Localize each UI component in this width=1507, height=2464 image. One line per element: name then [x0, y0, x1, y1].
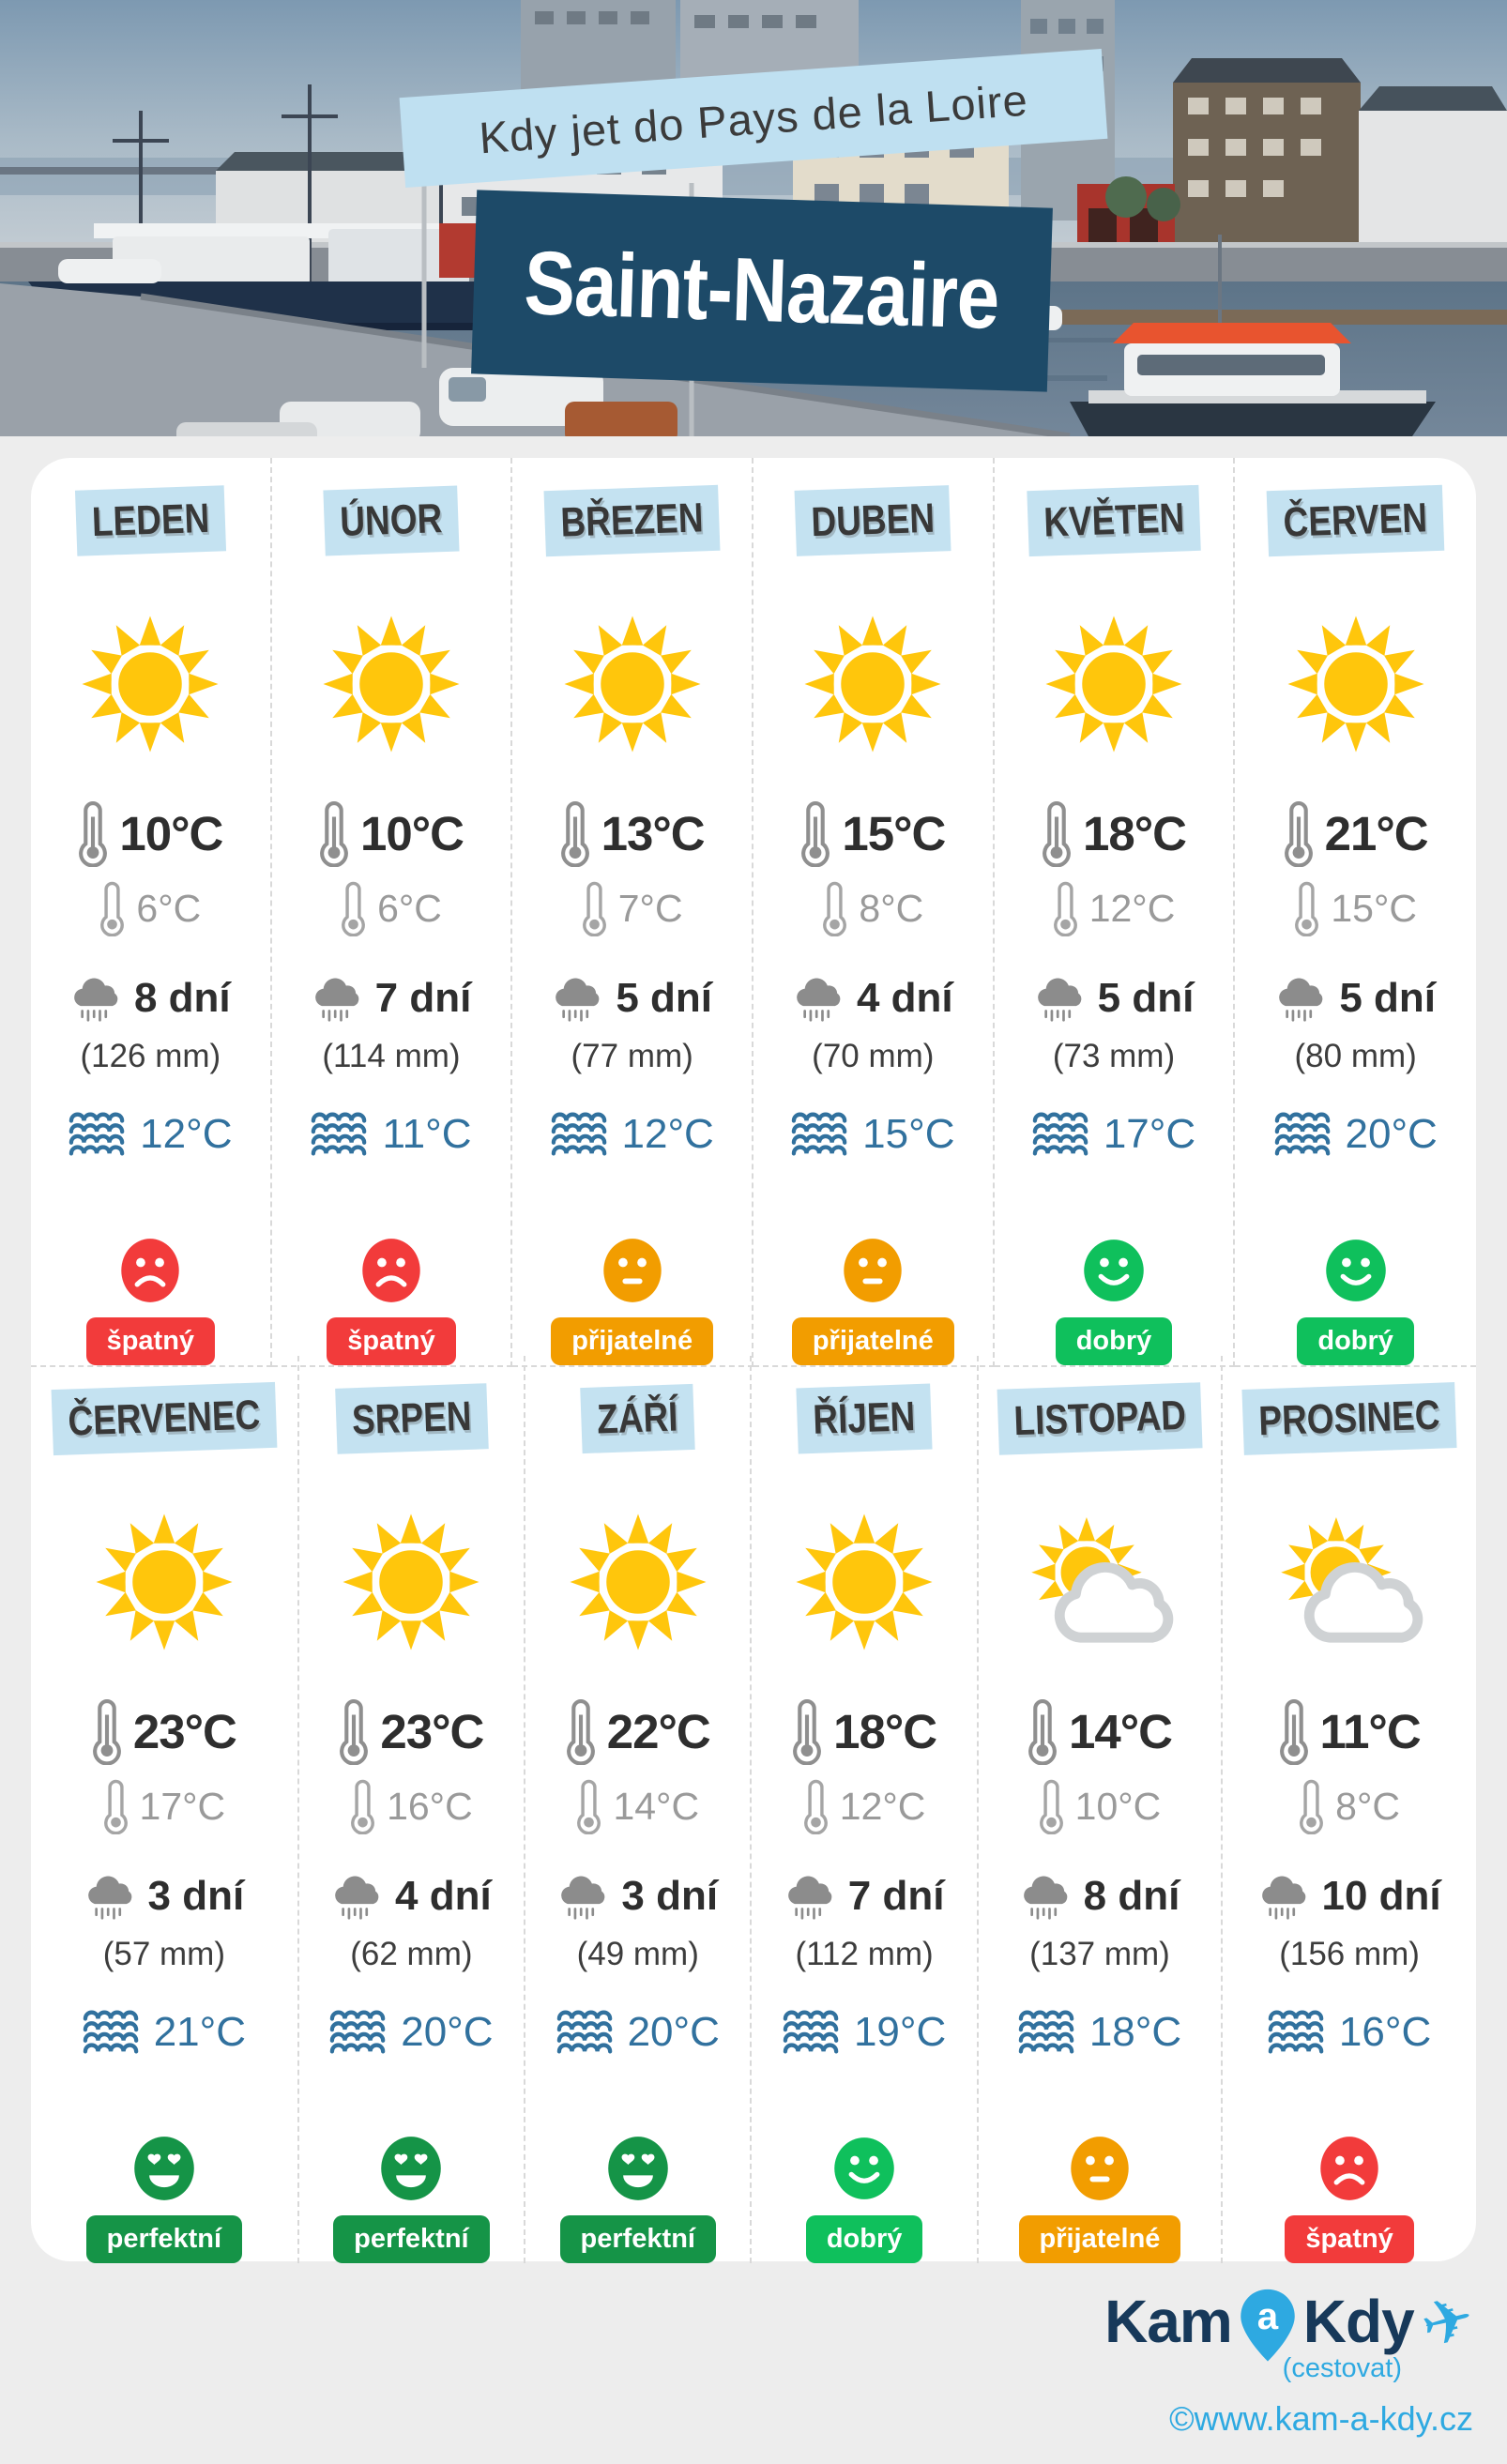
low-temp-value: 6°C [136, 886, 202, 930]
logo-word-kdy: Kdy [1302, 2288, 1414, 2355]
mood-face-icon [601, 1237, 664, 1304]
sun-behind-cloud-icon [1012, 1515, 1188, 1650]
sun-icon [562, 614, 703, 754]
month-cell [525, 1356, 752, 2263]
rain-days-row [1275, 974, 1436, 1023]
rain-days-row [784, 1872, 945, 1921]
sea-temp-value: 18°C [1088, 2009, 1182, 2055]
rating-badge: perfektní [560, 2215, 716, 2263]
rain-mm-row [1295, 1038, 1417, 1075]
rain-mm-value: (112 mm) [795, 1936, 934, 1972]
sea-temp-value: 12°C [140, 1111, 233, 1157]
high-temp-row [319, 799, 464, 867]
rating-badge: perfektní [333, 2215, 489, 2263]
month-name: KVĚTEN [1027, 485, 1201, 556]
sea-temp-value: 20°C [627, 2009, 720, 2055]
footer [1104, 2278, 1482, 2439]
thermometer-high-icon [566, 1697, 596, 1765]
thermometer-low-icon [103, 1778, 129, 1834]
thermometer-low-icon [341, 880, 366, 936]
thermometer-high-icon [792, 1697, 822, 1765]
rain-mm-value: (80 mm) [1294, 1038, 1417, 1074]
rain-mm-row [1053, 1038, 1175, 1075]
sea-temp-value: 21°C [153, 2009, 246, 2055]
high-temp-value: 14°C [1069, 1704, 1172, 1758]
weather-icon [321, 595, 462, 773]
rain-mm-row [322, 1038, 460, 1075]
thermometer-low-icon [350, 1778, 375, 1834]
plane-icon: ✈ [1413, 2280, 1482, 2362]
thermometer-high-icon [560, 799, 590, 867]
rating-badge: přijatelné [1019, 2215, 1181, 2263]
rain-mm-row [796, 1936, 934, 1973]
sea-temp-value: 20°C [1345, 1111, 1438, 1157]
mood-face-icon [1082, 1237, 1146, 1304]
rain-cloud-icon [331, 1872, 382, 1921]
weather-icon [1286, 595, 1426, 773]
thermometer-low-icon [1299, 1778, 1324, 1834]
high-temp-value: 22°C [606, 1704, 710, 1758]
low-temp-row [103, 1778, 226, 1834]
sea-temp-row [83, 2009, 246, 2056]
high-temp-value: 23°C [132, 1704, 236, 1758]
rain-days-row [1258, 1872, 1441, 1921]
weather-icon [562, 595, 703, 773]
high-temp-row [339, 1697, 483, 1765]
month-name: PROSINEC [1242, 1382, 1457, 1455]
grid-row-jan-jun [31, 458, 1476, 1356]
sea-temp-row [1018, 2009, 1181, 2056]
sea-temp-row [556, 2009, 720, 2056]
thermometer-high-icon [339, 1697, 369, 1765]
thermometer-low-icon [99, 880, 125, 936]
sun-icon [341, 1512, 481, 1652]
rain-mm-value: (114 mm) [322, 1038, 461, 1074]
thermometer-high-icon [1279, 1697, 1309, 1765]
rain-mm-value: (77 mm) [571, 1038, 693, 1074]
thermometer-low-icon [576, 1778, 601, 1834]
rain-days-row [70, 974, 231, 1023]
low-temp-value: 7°C [617, 886, 683, 930]
rain-days-row [557, 1872, 718, 1921]
mood-face-icon [832, 2135, 896, 2202]
rain-cloud-icon [793, 974, 844, 1023]
rain-mm-value: (73 mm) [1052, 1038, 1176, 1074]
thermometer-high-icon [319, 799, 349, 867]
high-temp-row [78, 799, 222, 867]
sea-temp-row [783, 2009, 946, 2056]
rating-badge: přijatelné [551, 1317, 713, 1365]
weather-icon [1043, 595, 1184, 773]
rain-days-row [331, 1872, 492, 1921]
sun-icon [802, 614, 943, 754]
rain-cloud-icon [84, 1872, 135, 1921]
weather-icon [794, 1493, 935, 1671]
sea-temp-value: 12°C [621, 1111, 714, 1157]
low-temp-value: 14°C [613, 1784, 700, 1828]
header-subtitle: Kdy jet do Pays de la Loire [477, 74, 1030, 162]
logo-word-kam: Kam [1104, 2288, 1232, 2355]
thermometer-low-icon [1039, 1778, 1064, 1834]
high-temp-row [1028, 1697, 1172, 1765]
sea-temp-row [1274, 1111, 1438, 1158]
sun-icon [1286, 614, 1426, 754]
thermometer-low-icon [822, 880, 847, 936]
sea-temp-row [1032, 1111, 1195, 1158]
waves-icon [783, 2009, 841, 2056]
rating-badge: špatný [1285, 2215, 1413, 2263]
rain-days-value: 7 dní [374, 975, 472, 1021]
weather-icon [802, 595, 943, 773]
mood-face-icon [1324, 1237, 1388, 1304]
month-name: ŘÍJEN [797, 1384, 933, 1454]
rating-badge: přijatelné [792, 1317, 954, 1365]
rain-mm-row [812, 1038, 934, 1075]
sea-temp-value: 16°C [1338, 2009, 1432, 2055]
rain-days-value: 4 dní [856, 975, 953, 1021]
high-temp-value: 23°C [380, 1704, 484, 1758]
month-cell [995, 458, 1236, 1367]
waves-icon [1274, 1111, 1332, 1158]
sun-icon [1043, 614, 1184, 754]
waves-icon [311, 1111, 369, 1158]
rain-days-value: 3 dní [621, 1873, 719, 1919]
sun-icon [321, 614, 462, 754]
waves-icon [68, 1111, 127, 1158]
svg-text:a: a [1256, 2295, 1278, 2338]
month-cell [31, 1356, 299, 2263]
harbor-photo [0, 0, 1507, 436]
thermometer-high-icon [1284, 799, 1314, 867]
rain-mm-row [80, 1038, 221, 1075]
rain-mm-value: (49 mm) [576, 1936, 699, 1972]
low-temp-row [822, 880, 923, 936]
rain-cloud-icon [1020, 1872, 1071, 1921]
low-temp-row [341, 880, 442, 936]
month-name: LISTOPAD [997, 1382, 1202, 1455]
rain-cloud-icon [70, 974, 121, 1023]
rain-days-row [1020, 1872, 1180, 1921]
sea-temp-value: 11°C [382, 1111, 472, 1157]
low-temp-row [803, 1778, 926, 1834]
weather-icon [94, 1493, 235, 1671]
high-temp-value: 11°C [1319, 1704, 1421, 1758]
rating-badge: špatný [327, 1317, 455, 1365]
rating-badge: dobrý [1297, 1317, 1414, 1365]
sea-temp-value: 15°C [862, 1111, 955, 1157]
rain-mm-row [350, 1936, 472, 1973]
sea-temp-row [311, 1111, 471, 1158]
weather-icon [1261, 1493, 1438, 1671]
month-cell [1235, 458, 1476, 1367]
sea-temp-row [791, 1111, 954, 1158]
high-temp-value: 18°C [1083, 806, 1186, 860]
thermometer-high-icon [1042, 799, 1072, 867]
low-temp-row [1299, 1778, 1400, 1834]
month-cell [31, 458, 272, 1367]
month-cell [754, 458, 995, 1367]
high-temp-value: 13°C [601, 806, 705, 860]
high-temp-row [92, 1697, 236, 1765]
sun-icon [568, 1512, 708, 1652]
rating-badge: dobrý [806, 2215, 923, 2263]
rating-badge: špatný [86, 1317, 215, 1365]
high-temp-value: 18°C [833, 1704, 937, 1758]
low-temp-value: 10°C [1074, 1784, 1162, 1828]
rain-days-value: 7 dní [847, 1873, 945, 1919]
rain-mm-value: (137 mm) [1029, 1936, 1170, 1972]
rain-days-value: 3 dní [147, 1873, 245, 1919]
logo-tagline: (cestovat) [1282, 2353, 1402, 2383]
rain-mm-value: (156 mm) [1279, 1936, 1420, 1972]
weather-icon [568, 1493, 708, 1671]
low-temp-row [1053, 880, 1176, 936]
rain-cloud-icon [1034, 974, 1085, 1023]
sun-behind-cloud-icon [1261, 1515, 1438, 1650]
mood-face-icon [841, 1237, 905, 1304]
low-temp-value: 6°C [377, 886, 442, 930]
month-cell [752, 1356, 978, 2263]
mood-face-icon [606, 2135, 670, 2202]
mood-face-icon [132, 2135, 196, 2202]
month-name: BŘEZEN [544, 485, 721, 556]
rating-badge: dobrý [1056, 1317, 1173, 1365]
rain-mm-value: (70 mm) [812, 1038, 935, 1074]
sea-temp-row [329, 2009, 493, 2056]
waves-icon [1018, 2009, 1076, 2056]
low-temp-row [99, 880, 201, 936]
months-panel [31, 458, 1476, 2261]
month-name: ČERVEN [1267, 485, 1444, 556]
waves-icon [329, 2009, 388, 2056]
low-temp-value: 12°C [839, 1784, 926, 1828]
mood-face-icon [1317, 2135, 1381, 2202]
waves-icon [1032, 1111, 1090, 1158]
header-title-banner [471, 190, 1053, 391]
month-name: ZÁŘÍ [581, 1384, 695, 1453]
sea-temp-value: 19°C [853, 2009, 947, 2055]
thermometer-low-icon [582, 880, 607, 936]
rain-days-row [84, 1872, 245, 1921]
high-temp-row [1284, 799, 1428, 867]
thermometer-high-icon [800, 799, 830, 867]
rain-mm-value: (57 mm) [102, 1936, 225, 1972]
mood-face-icon [359, 1237, 423, 1304]
grid-row-jul-dec [31, 1356, 1476, 2261]
thermometer-high-icon [92, 1697, 122, 1765]
rain-cloud-icon [784, 1872, 835, 1921]
rain-mm-row [1279, 1936, 1420, 1973]
low-temp-row [576, 1778, 699, 1834]
low-temp-value: 17°C [139, 1784, 226, 1828]
rain-mm-row [1029, 1936, 1170, 1973]
low-temp-row [1294, 880, 1417, 936]
page-title: Saint-Nazaire [523, 233, 1001, 348]
weather-icon [341, 1493, 481, 1671]
sea-temp-value: 20°C [401, 2009, 494, 2055]
sea-temp-value: 17°C [1103, 1111, 1196, 1157]
map-pin-icon [1238, 2288, 1298, 2374]
rain-days-row [552, 974, 712, 1023]
month-name: ČERVENEC [52, 1382, 278, 1455]
mood-face-icon [1068, 2135, 1132, 2202]
low-temp-value: 12°C [1088, 886, 1176, 930]
rain-days-value: 5 dní [1339, 975, 1436, 1021]
low-temp-value: 16°C [387, 1784, 473, 1828]
rain-cloud-icon [1258, 1872, 1309, 1921]
waves-icon [551, 1111, 609, 1158]
rain-mm-value: (62 mm) [350, 1936, 473, 1972]
thermometer-low-icon [1294, 880, 1319, 936]
rain-cloud-icon [312, 974, 362, 1023]
sun-icon [794, 1512, 935, 1652]
rain-mm-row [103, 1936, 225, 1973]
low-temp-row [1039, 1778, 1162, 1834]
low-temp-row [582, 880, 683, 936]
weather-icon [80, 595, 221, 773]
rain-cloud-icon [557, 1872, 608, 1921]
waves-icon [556, 2009, 615, 2056]
high-temp-value: 15°C [842, 806, 946, 860]
month-name: DUBEN [795, 485, 951, 556]
rain-cloud-icon [552, 974, 602, 1023]
high-temp-value: 21°C [1324, 806, 1428, 860]
sun-icon [80, 614, 221, 754]
high-temp-value: 10°C [360, 806, 464, 860]
rain-days-value: 5 dní [616, 975, 712, 1021]
high-temp-row [566, 1697, 710, 1765]
rain-days-value: 10 dní [1321, 1873, 1441, 1919]
rain-days-value: 8 dní [133, 975, 231, 1021]
site-url: ©www.kam-a-kdy.cz [1169, 2399, 1473, 2438]
rain-mm-row [577, 1936, 699, 1973]
high-temp-row [1042, 799, 1186, 867]
high-temp-row [800, 799, 945, 867]
sea-temp-row [68, 1111, 232, 1158]
high-temp-row [1279, 1697, 1421, 1765]
low-temp-row [350, 1778, 473, 1834]
high-temp-value: 10°C [119, 806, 223, 860]
sun-icon [94, 1512, 235, 1652]
low-temp-value: 8°C [1335, 1784, 1400, 1828]
month-name: LEDEN [75, 485, 226, 556]
rain-days-row [1034, 974, 1195, 1023]
month-cell [272, 458, 513, 1367]
kam-a-kdy-logo [1104, 2278, 1482, 2365]
high-temp-row [560, 799, 705, 867]
mood-face-icon [118, 1237, 182, 1304]
waves-icon [791, 1111, 849, 1158]
waves-icon [83, 2009, 141, 2056]
month-cell [512, 458, 754, 1367]
month-cell [979, 1356, 1223, 2263]
rain-mm-value: (126 mm) [80, 1038, 221, 1074]
weather-icon [1012, 1493, 1188, 1671]
thermometer-high-icon [78, 799, 108, 867]
month-name: ÚNOR [324, 486, 460, 556]
rain-days-row [312, 974, 472, 1023]
sea-temp-row [1268, 2009, 1431, 2056]
waves-icon [1268, 2009, 1326, 2056]
month-name: SRPEN [335, 1383, 488, 1454]
rain-days-value: 4 dní [395, 1873, 492, 1919]
low-temp-value: 8°C [859, 886, 924, 930]
month-cell [299, 1356, 525, 2263]
rain-days-value: 5 dní [1097, 975, 1195, 1021]
rain-days-value: 8 dní [1083, 1873, 1180, 1919]
rain-days-row [793, 974, 953, 1023]
thermometer-low-icon [1053, 880, 1078, 936]
mood-face-icon [379, 2135, 443, 2202]
rain-cloud-icon [1275, 974, 1326, 1023]
rain-mm-row [571, 1038, 693, 1075]
sea-temp-row [551, 1111, 714, 1158]
high-temp-row [792, 1697, 936, 1765]
rating-badge: perfektní [86, 2215, 242, 2263]
thermometer-high-icon [1028, 1697, 1058, 1765]
low-temp-value: 15°C [1331, 886, 1417, 930]
thermometer-low-icon [803, 1778, 829, 1834]
month-cell [1223, 1356, 1476, 2263]
